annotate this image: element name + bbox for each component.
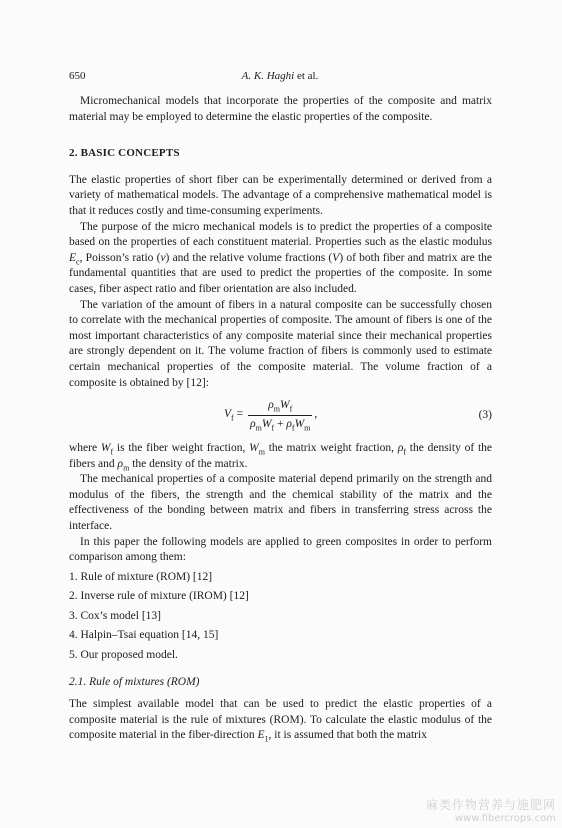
list-item: 2. Inverse rule of mixture (IROM) [12] — [69, 590, 249, 603]
subsection-heading-rom: 2.1. Rule of mixtures (ROM) — [69, 676, 200, 689]
paragraph-purpose: The purpose of the micro mechanical models is to predict the properties of a composite based on the properties of each constituent material. Properties such as the elastic modulus $E_c$, Poisson’s ratio (ν) and the relative volume fractions (V) of both fiber and matrix are the fundamental quantities that are used to predict the properties of the composite. In some cases, fiber aspect ratio and fiber orientation are also included. — [69, 220, 492, 295]
symbol-v: V — [332, 251, 340, 264]
authors-etal: et al. — [294, 70, 319, 82]
equation-body: $V_f$ = $\frac{\rho_mW_f}{\rho_mW_f + \rho_fW_m}$ , — [224, 399, 318, 432]
equation-fraction — [248, 398, 312, 432]
symbol-nu: ν — [160, 251, 166, 264]
list-item: 5. Our proposed model. — [69, 648, 178, 661]
watermark — [426, 799, 556, 824]
watermark-line-1: 麻类作物营养与施肥网 — [425, 797, 556, 812]
paragraph-elastic-properties: The elastic properties of short fiber can be experimentally determined or derived from a variety of mathematical models. The advantage of a comprehensive mathematical model is that it reduces costly and time-consuming experiments. — [69, 173, 492, 217]
running-authors — [69, 69, 491, 83]
equation-numerator: $\rho_mW_f$ — [268, 399, 293, 414]
paragraph-variation: The variation of the amount of fibers in a natural composite can be successfully chosen to correlate with the mechanical properties of composite. The amount of fibers is one of the most important characteristics of any composite material since their mechanical properties are strongly dependent on it. The volume fraction of fibers is commonly used to estimate certain mechanical properties of the composite material. The volume fraction of a composite is obtained by [12]: — [69, 298, 492, 389]
authors-names: A. K. Haghi — [241, 70, 295, 82]
equation-number: (3) — [478, 409, 492, 422]
list-item: 4. Halpin–Tsai equation [14, 15] — [69, 629, 219, 642]
equation-volume-fraction — [69, 394, 492, 440]
symbol-e: E — [69, 251, 77, 264]
list-item: 3. Cox’s model [13] — [69, 609, 161, 622]
section-heading-basic-concepts: 2. BASIC CONCEPTS — [69, 147, 180, 160]
watermark-line-2: www.fibercrops.com — [454, 812, 556, 824]
paragraph-models-intro: In this paper the following models are applied to green composites in order to perform comparison among them: — [69, 535, 492, 564]
paragraph-where: where $W_f$ is the fiber weight fraction, $W_m$ the matrix weight fraction, $\rho_f$ the density of the fibers and $\rho_m$ the density of the matrix. — [69, 442, 492, 472]
intro-paragraph: Micromechanical models that incorporate the properties of the composite and matrix material may be employed to determine the elastic properties of the composite. — [69, 95, 492, 123]
models-list — [69, 568, 492, 666]
equation-denominator: $\rho_mW_f + \rho_fW_m$ — [248, 415, 312, 433]
page-body — [69, 94, 492, 744]
list-item: 1. Rule of mixture (ROM) [12] — [69, 570, 213, 583]
page-number: 650 — [69, 70, 86, 82]
equation-lhs: $V_f$ = — [224, 408, 244, 423]
paragraph-mechanical-properties: The mechanical properties of a composite material depend primarily on the strength and modulus of the fibers, the strength and the chemical stability of the matrix and the effectiveness of the bonding between matrix and fibers in transferring stress across the interface. — [69, 473, 492, 533]
paragraph-rom: The simplest available model that can be used to predict the elastic properties of a composite material is the rule of mixtures (ROM). To calculate the elastic modulus of the composite material in the fiber-direction $E_1$, it is assumed that both the matrix — [69, 697, 492, 744]
